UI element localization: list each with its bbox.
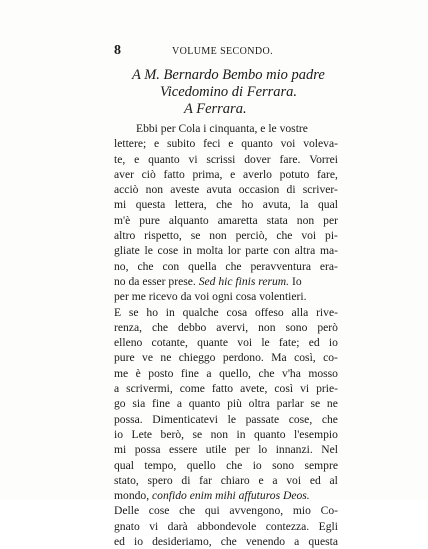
latin-phrase: confido enim mihi affuturos Deos. xyxy=(152,489,310,503)
word: lettera, xyxy=(174,198,207,212)
word: fare. xyxy=(279,152,301,166)
word: mi xyxy=(114,198,127,212)
word: m'è xyxy=(114,213,131,227)
word: oltra xyxy=(248,397,270,411)
word: Lete xyxy=(131,427,153,441)
word: voi xyxy=(280,137,296,151)
word: avuta, xyxy=(262,198,291,212)
word: peravventura xyxy=(250,259,311,273)
text-line xyxy=(114,182,338,197)
word: avete, xyxy=(240,382,268,396)
text-fragment: mondo, xyxy=(114,489,150,503)
word: quante xyxy=(197,336,229,350)
word: e xyxy=(230,167,236,181)
word: debbo xyxy=(178,320,207,334)
word: ne xyxy=(160,351,172,365)
word: lor xyxy=(227,244,241,258)
word: gliate xyxy=(114,244,140,258)
word: spero xyxy=(147,473,173,487)
word: fatto xyxy=(211,382,234,396)
word: che xyxy=(151,320,169,334)
word: qual xyxy=(114,458,134,472)
text-line xyxy=(114,320,338,335)
word: le xyxy=(144,244,153,258)
word: tempo, xyxy=(144,458,177,472)
word: altro xyxy=(114,229,136,243)
word: come xyxy=(179,382,205,396)
word: non xyxy=(258,320,276,334)
page-number: 8 xyxy=(114,43,121,58)
text-line xyxy=(114,381,338,396)
word: ne xyxy=(326,397,338,411)
word: quanto xyxy=(148,152,180,166)
word: fare, xyxy=(317,167,338,181)
word: quanto xyxy=(241,137,273,151)
word: scrissi xyxy=(206,152,236,166)
word: con xyxy=(162,259,180,273)
text-line xyxy=(114,519,338,534)
word: Dimenticatevi xyxy=(152,412,218,426)
word: v'ha xyxy=(282,366,301,380)
word: elleno xyxy=(114,336,143,350)
word: voleva- xyxy=(303,137,338,151)
word: Delle xyxy=(114,504,140,518)
word: la xyxy=(300,198,309,212)
word: che xyxy=(258,366,275,380)
word: questa xyxy=(308,535,338,549)
word: mio xyxy=(292,504,311,518)
word: berò, xyxy=(160,427,185,441)
word: prima, xyxy=(192,167,223,181)
word: ciò xyxy=(141,167,156,181)
word: che xyxy=(137,259,154,273)
word: dover xyxy=(244,152,271,166)
word: che xyxy=(225,259,242,273)
word: quello, xyxy=(219,366,251,380)
word: contezza. xyxy=(265,519,310,533)
running-head xyxy=(114,43,334,59)
word: ed xyxy=(308,336,320,350)
text-line xyxy=(114,243,338,258)
word: far xyxy=(199,473,213,487)
word: voi xyxy=(286,473,302,487)
word: che xyxy=(216,198,233,212)
word: che xyxy=(220,535,237,549)
word: a xyxy=(272,473,278,487)
word: avvengono, xyxy=(229,504,284,518)
word: voi xyxy=(301,229,317,243)
word: lo xyxy=(258,443,268,457)
word: me xyxy=(114,366,129,380)
word: essere xyxy=(168,443,198,457)
word: che xyxy=(226,458,243,472)
word: così, xyxy=(294,351,316,365)
word: stata xyxy=(266,213,288,227)
text-line: Ebbi per Cola i cinquanta, e le vostre xyxy=(136,122,308,135)
word: abbondevole xyxy=(197,519,257,533)
word: possa xyxy=(134,443,161,457)
text-line xyxy=(114,350,338,365)
word: scriver- xyxy=(302,183,338,197)
word: innanzi. xyxy=(275,443,313,457)
word: passate xyxy=(245,412,280,426)
word: sia xyxy=(132,397,146,411)
text-line-mixed xyxy=(114,488,338,503)
word: cosa xyxy=(226,305,248,319)
word: rive- xyxy=(316,305,338,319)
word: in xyxy=(182,244,192,258)
word: che xyxy=(276,229,293,243)
word: chiaro xyxy=(220,473,250,487)
text-line xyxy=(114,396,338,411)
word: con xyxy=(273,244,290,258)
word: Co- xyxy=(320,504,338,518)
word: parte xyxy=(245,244,269,258)
text-fragment: no da esser prese. xyxy=(114,274,196,288)
word: vi xyxy=(149,519,159,533)
word: Ma xyxy=(271,351,287,365)
text-line xyxy=(114,412,338,427)
word: se xyxy=(190,229,201,243)
word: mi xyxy=(114,443,127,457)
word: cose, xyxy=(288,412,313,426)
word: che xyxy=(179,504,196,518)
text-line xyxy=(114,305,338,320)
word: fate; xyxy=(278,336,300,350)
word: di xyxy=(286,183,296,197)
word: sono xyxy=(285,320,308,334)
address-line: A M. Bernardo Bembo mio padre xyxy=(132,67,325,83)
word: non xyxy=(145,183,164,197)
word: di xyxy=(181,473,191,487)
word: renza, xyxy=(114,320,142,334)
word: a xyxy=(176,397,182,411)
letter-address xyxy=(114,67,334,118)
text-line xyxy=(114,458,338,473)
word: non xyxy=(209,229,227,243)
word: ma- xyxy=(319,244,338,258)
word: Vorrei xyxy=(309,152,338,166)
word: perciò, xyxy=(235,229,268,243)
word: quanto xyxy=(253,427,286,441)
text-line xyxy=(114,442,338,457)
word: qualche xyxy=(182,305,219,319)
word: quello xyxy=(186,458,216,472)
word: se xyxy=(310,397,321,411)
word: ed xyxy=(309,473,321,487)
word: altra xyxy=(294,244,316,258)
word: prie- xyxy=(316,382,338,396)
word: cose xyxy=(148,504,170,518)
word: go xyxy=(114,397,126,411)
address-line: Vicedomino di Ferrara. xyxy=(160,84,298,100)
text-line-mixed xyxy=(114,274,338,289)
word: in xyxy=(236,427,246,441)
word: vi xyxy=(300,382,310,396)
word: le xyxy=(227,412,236,426)
word: per xyxy=(234,443,250,457)
text-line xyxy=(114,427,338,442)
word: le xyxy=(261,336,270,350)
word: ho xyxy=(146,305,158,319)
text-line xyxy=(114,534,338,549)
word: e xyxy=(153,137,160,151)
word: io xyxy=(134,535,144,549)
text-line xyxy=(114,473,338,488)
word: io xyxy=(114,427,124,441)
text-line xyxy=(114,167,338,182)
word: però xyxy=(317,320,338,334)
word: in xyxy=(165,305,175,319)
word: venendo xyxy=(245,535,286,549)
word: offeso xyxy=(254,305,284,319)
word: utile xyxy=(205,443,227,457)
word: stato, xyxy=(114,473,139,487)
word: subito xyxy=(166,137,196,151)
word: co- xyxy=(323,351,338,365)
word: Egli xyxy=(318,519,338,533)
word: feci xyxy=(203,137,221,151)
word: darà xyxy=(167,519,188,533)
word: voi xyxy=(237,336,253,350)
word: occasion xyxy=(238,183,280,197)
word: pi- xyxy=(325,229,338,243)
text-line xyxy=(114,152,338,167)
word: non xyxy=(210,427,229,441)
word: io xyxy=(252,458,262,472)
running-title: VOLUME SECONDO. xyxy=(172,46,273,57)
word: parlar xyxy=(276,397,304,411)
word: perdono. xyxy=(222,351,264,365)
latin-phrase: Sed hic finis rerum. xyxy=(198,274,290,288)
word: qual xyxy=(318,198,338,212)
address-line: A Ferrara. xyxy=(184,101,247,117)
word: così xyxy=(274,382,294,396)
word: fine xyxy=(152,397,171,411)
letter-body xyxy=(114,121,338,549)
word: sono xyxy=(272,458,295,472)
word: possa. xyxy=(114,412,143,426)
word: E xyxy=(114,305,122,319)
word: pure xyxy=(139,213,160,227)
word: a xyxy=(294,535,300,549)
word: avuta xyxy=(206,183,232,197)
word: fine xyxy=(180,366,199,380)
word: io xyxy=(328,336,338,350)
word: a xyxy=(206,366,212,380)
word: per xyxy=(323,213,338,227)
text-line xyxy=(114,197,338,212)
word: aveste xyxy=(170,183,200,197)
word: chieggo xyxy=(178,351,216,365)
word: e xyxy=(134,152,140,166)
word: amaretta xyxy=(217,213,258,227)
word: qui xyxy=(204,504,220,518)
word: alla xyxy=(291,305,309,319)
word: fatto xyxy=(163,167,185,181)
text-line xyxy=(114,228,338,243)
word: mosso xyxy=(308,366,338,380)
word: aver xyxy=(114,167,134,181)
text-line xyxy=(114,213,338,228)
word: non xyxy=(296,213,315,227)
word: e xyxy=(258,473,264,487)
word: lettere; xyxy=(114,137,147,151)
word: ho xyxy=(241,198,254,212)
word: Nel xyxy=(321,443,338,457)
word: gnato xyxy=(114,519,140,533)
word: cose xyxy=(157,244,179,258)
word: se xyxy=(128,305,139,319)
word: ve xyxy=(142,351,153,365)
text-line xyxy=(114,366,338,381)
word: quella xyxy=(188,259,217,273)
word: molta xyxy=(196,244,223,258)
word: più xyxy=(227,397,242,411)
word: questa xyxy=(135,198,166,212)
word: scrivermi, xyxy=(126,382,173,396)
word: alquanto xyxy=(168,213,209,227)
word: sempre xyxy=(304,458,338,472)
word: cotante, xyxy=(151,336,188,350)
text-line xyxy=(114,503,338,518)
word: pure xyxy=(114,351,135,365)
word: era- xyxy=(319,259,338,273)
text-fragment: Io xyxy=(291,274,302,288)
word: posto xyxy=(148,366,174,380)
word: acciò xyxy=(114,183,139,197)
word: te, xyxy=(114,152,126,166)
word: è xyxy=(135,366,141,380)
word: avervi, xyxy=(216,320,249,334)
word: l'esempio xyxy=(293,427,338,441)
word: al xyxy=(329,473,338,487)
word: rispetto, xyxy=(144,229,182,243)
text-line xyxy=(114,335,338,350)
word: che xyxy=(321,412,338,426)
word: desideriamo, xyxy=(152,535,212,549)
word: se xyxy=(192,427,203,441)
word: e xyxy=(228,137,234,151)
word: vi xyxy=(188,152,198,166)
word: no, xyxy=(114,259,129,273)
text-line: per me ricevo da voi ogni cosa volentieri. xyxy=(114,290,307,304)
word: a xyxy=(114,382,120,396)
word: potuto xyxy=(279,167,310,181)
word: ed xyxy=(114,535,125,549)
text-line xyxy=(114,259,338,274)
word: quanto xyxy=(188,397,221,411)
word: averlo xyxy=(243,167,272,181)
text-line xyxy=(114,136,338,151)
